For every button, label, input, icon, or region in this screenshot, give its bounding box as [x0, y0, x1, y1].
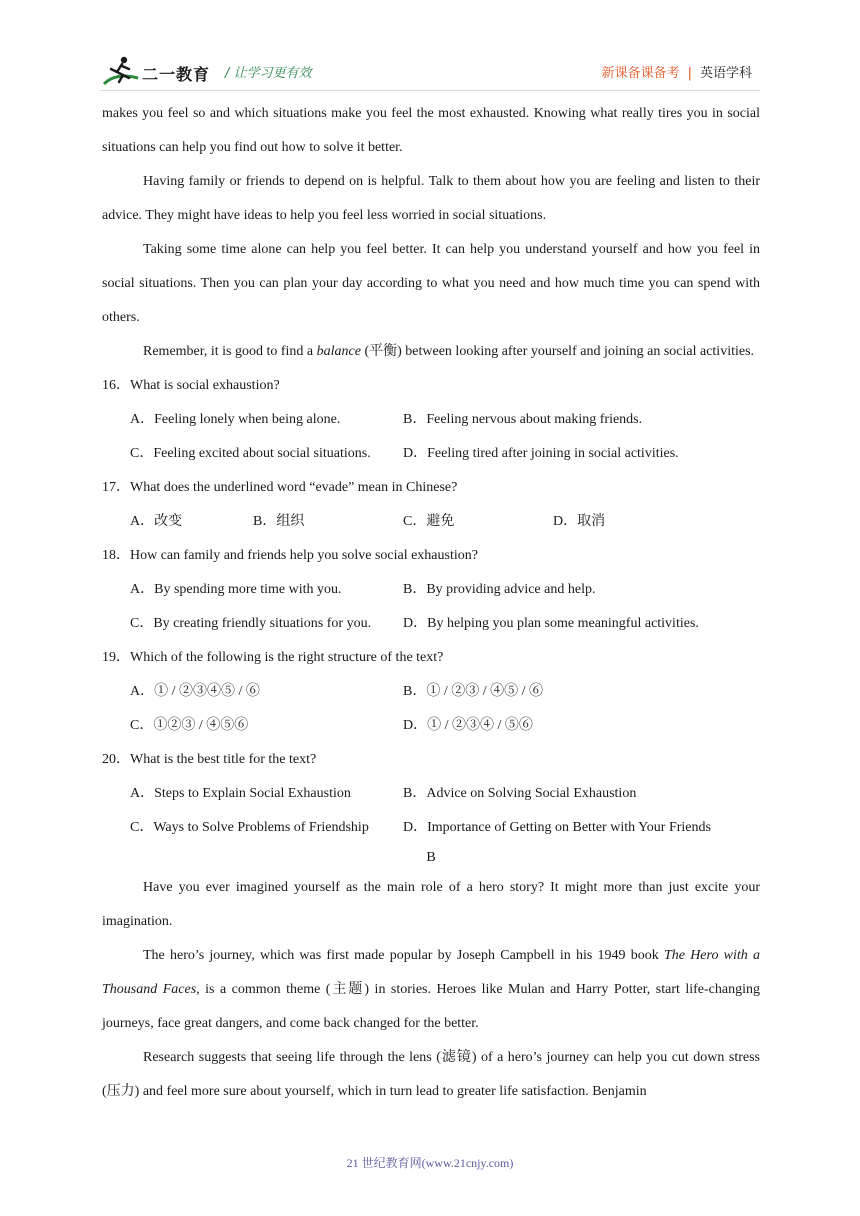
- options-row: [102, 811, 760, 845]
- course-label: 新课备课备考: [601, 66, 680, 81]
- option-b[interactable]: B．组织: [253, 514, 305, 529]
- italic-term: balance: [316, 344, 361, 359]
- option-d[interactable]: D．① / ②③④ / ⑤⑥: [403, 718, 533, 733]
- question-19: 19．Which of the following is the right structure of the text?: [102, 650, 444, 665]
- options-row: [102, 607, 760, 641]
- option-b[interactable]: B．By providing advice and help.: [403, 582, 596, 597]
- options-row: [102, 777, 760, 811]
- option-a[interactable]: A．Steps to Explain Social Exhaustion: [130, 786, 351, 801]
- option-b[interactable]: B．① / ②③ / ④⑤ / ⑥: [403, 684, 544, 699]
- page-header: [100, 54, 760, 90]
- options-row: [102, 505, 760, 539]
- paragraph-hero-journey: [102, 939, 760, 1041]
- question-18: 18．How can family and friends help you solve social exhaustion?: [102, 548, 478, 563]
- option-d[interactable]: D．Importance of Getting on Better with Your Friends: [403, 820, 711, 835]
- paragraph: Have you ever imagined yourself as the main role of a hero story? It might more than just excite your imagination.: [102, 880, 760, 929]
- paragraph: Having family or friends to depend on is helpful. Talk to them about how you are feeling and listen to their advice. They might have ideas to help you feel less worried in social situations.: [102, 174, 760, 223]
- option-c[interactable]: C．Feeling excited about social situations.: [130, 446, 371, 461]
- options-row: [102, 403, 760, 437]
- book-title: The Hero with a Thousand Faces: [102, 948, 761, 997]
- option-a[interactable]: A．改变: [130, 514, 183, 529]
- options-row: [102, 675, 760, 709]
- option-d[interactable]: D．By helping you plan some meaningful activities.: [403, 616, 699, 631]
- header-course-info: [602, 62, 752, 81]
- options-row: [102, 573, 760, 607]
- header-divider: [100, 90, 760, 91]
- option-c[interactable]: C．Ways to Solve Problems of Friendship: [130, 820, 369, 835]
- options-row: [102, 437, 760, 471]
- question-20: 20．What is the best title for the text?: [102, 752, 317, 767]
- option-d[interactable]: D．取消: [553, 514, 606, 529]
- option-c[interactable]: C．By creating friendly situations for you.: [130, 616, 372, 631]
- question-16: 16．What is social exhaustion?: [102, 378, 280, 393]
- page-footer[interactable]: 21 世纪教育网(www.21cnjy.com): [346, 1156, 514, 1170]
- document-body: [102, 97, 760, 1109]
- text-run: (平衡) between looking after yourself and joining an social activities.: [360, 344, 755, 359]
- option-a[interactable]: A．By spending more time with you.: [130, 582, 342, 597]
- subject-label: 英语学科: [699, 66, 752, 81]
- text-run: Remember, it is good to find a: [143, 344, 317, 359]
- option-c[interactable]: C．避免: [403, 514, 455, 529]
- paragraph: Research suggests that seeing life through the lens (滤镜) of a hero’s journey can help you cut down stress (压力) and feel more sure about yourself, which in turn lead to greater life satisfaction. Benjamin: [102, 1050, 760, 1099]
- section-heading-b: B: [426, 850, 436, 865]
- site-logo: [102, 54, 214, 90]
- option-b[interactable]: B．Feeling nervous about making friends.: [403, 412, 643, 427]
- text-run: The hero’s journey, which was first made popular by Joseph Campbell in his 1949 book: [143, 948, 664, 963]
- question-17: 17．What does the underlined word “evade” mean in Chinese?: [102, 480, 458, 495]
- runner-icon: [102, 54, 142, 88]
- option-d[interactable]: D．Feeling tired after joining in social activities.: [403, 446, 679, 461]
- paragraph-balance: [102, 335, 760, 369]
- option-a[interactable]: A．Feeling lonely when being alone.: [130, 412, 341, 427]
- logo-text: 二一教育: [142, 65, 211, 84]
- paragraph: Taking some time alone can help you feel better. It can help you understand yourself and how you feel in social situations. Then you can plan your day according to what you need and how much time you can spend with others.: [102, 242, 760, 325]
- option-c[interactable]: C．①②③ / ④⑤⑥: [130, 718, 249, 733]
- header-separator: |: [687, 66, 692, 81]
- slogan: / 让学习更有效: [225, 66, 312, 81]
- text-run: , is a common theme (主题) in stories. Heroes like Mulan and Harry Potter, start life-changing journeys, face great dangers, and come back changed for the better.: [102, 982, 760, 1031]
- option-b[interactable]: B．Advice on Solving Social Exhaustion: [403, 786, 637, 801]
- option-a[interactable]: A．① / ②③④⑤ / ⑥: [130, 684, 260, 699]
- paragraph: makes you feel so and which situations make you feel the most exhausted. Knowing what really tires you in social situations can help you find out how to solve it better.: [102, 106, 760, 155]
- options-row: [102, 709, 760, 743]
